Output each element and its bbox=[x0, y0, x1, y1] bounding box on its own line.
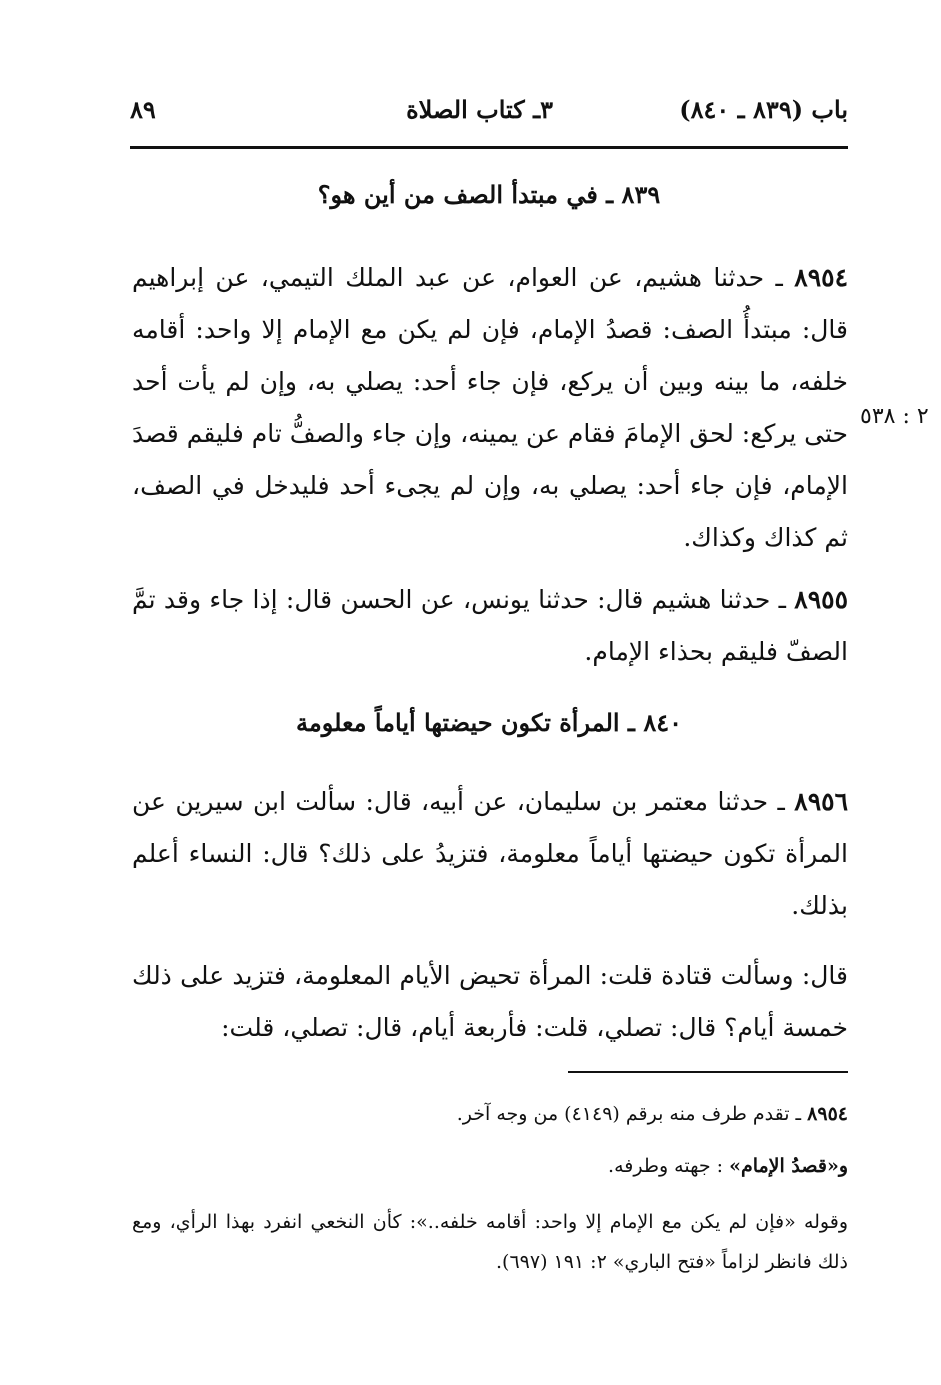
footnote-text: : جهته وطرفه. bbox=[608, 1155, 724, 1177]
margin-volume-page-reference: ٢ : ٥٣٨ bbox=[860, 404, 929, 429]
footnote-divider bbox=[568, 1071, 848, 1073]
page-header bbox=[130, 95, 848, 139]
footnote-text: ـ تقدم طرف منه برقم (٤١٤٩) من وجه آخر. bbox=[456, 1103, 802, 1125]
chapter-range: باب (٨٣٩ ـ ٨٤٠) bbox=[679, 95, 848, 124]
footnote-term: و«قصدُ الإمام» bbox=[729, 1155, 848, 1177]
footnote-number: ٨٩٥٤ bbox=[807, 1103, 848, 1125]
header-divider bbox=[130, 146, 848, 149]
section-heading-839: ٨٣٩ ـ في مبتدأ الصف من أين هو؟ bbox=[317, 180, 661, 209]
page-number: ٨٩ bbox=[130, 95, 156, 124]
hadith-8955 bbox=[132, 574, 848, 678]
hadith-number: ٨٩٥٥ bbox=[794, 585, 848, 614]
hadith-continuation: قال: وسألت قتادة قلت: المرأة تحيض الأيام المعلومة، فتزيد على ذلك خمسة أيام؟ قال: تصلي، قلت: فأربعة أيام، قال: تصلي، قلت: bbox=[132, 961, 848, 1042]
hadith-8956 bbox=[132, 776, 848, 932]
footnote-3: وقوله «فإن لم يكن مع الإمام إلا واحد: أقامه خلفه..»: كأن النخعي انفرد بهذا الرأي، ومع ذلك فانظر لزاماً «فتح الباري» ٢: ١٩١ (٦٩٧). bbox=[132, 1211, 848, 1273]
hadith-number: ٨٩٥٤ bbox=[794, 263, 848, 292]
hadith-text: ـ حدثنا معتمر بن سليمان، عن أبيه، قال: سألت ابن سيرين عن المرأة تكون حيضتها أياماً معلومة، فتزيدُ على ذلك؟ قال: النساء أعلم بذلك. bbox=[132, 787, 848, 920]
hadith-8954 bbox=[132, 252, 848, 564]
book-title: ٣ـ كتاب الصلاة bbox=[406, 95, 553, 124]
section-heading-840: ٨٤٠ ـ المرأة تكون حيضتها أياماً معلومة bbox=[296, 708, 682, 737]
hadith-text: ـ حدثنا هشيم، عن العوام، عن عبد الملك التيمي، عن إبراهيم قال: مبتدأُ الصف: قصدُ الإمام، فإن لم يكن مع الإمام إلا واحد: أقامه خلفه، ما بينه وبين أن يركع، فإن جاء أحد: يصلي به، وإن لم يأت أحد حتى يركع: لحق الإمامَ فقام عن يمينه، وإن جاء والصفُّ تام فليقم قصدَ الإمام، فإن جاء أحد: يصلي به، وإن لم يجىء أحد فليدخل في الصف، ثم كذاك وكذاك. bbox=[132, 263, 848, 552]
footnote-2 bbox=[132, 1146, 848, 1186]
footnote-1 bbox=[132, 1094, 848, 1134]
hadith-number: ٨٩٥٦ bbox=[794, 787, 848, 816]
hadith-text: ـ حدثنا هشيم قال: حدثنا يونس، عن الحسن قال: إذا جاء وقد تمَّ الصفّ فليقم بحذاء الإمام. bbox=[132, 585, 848, 666]
